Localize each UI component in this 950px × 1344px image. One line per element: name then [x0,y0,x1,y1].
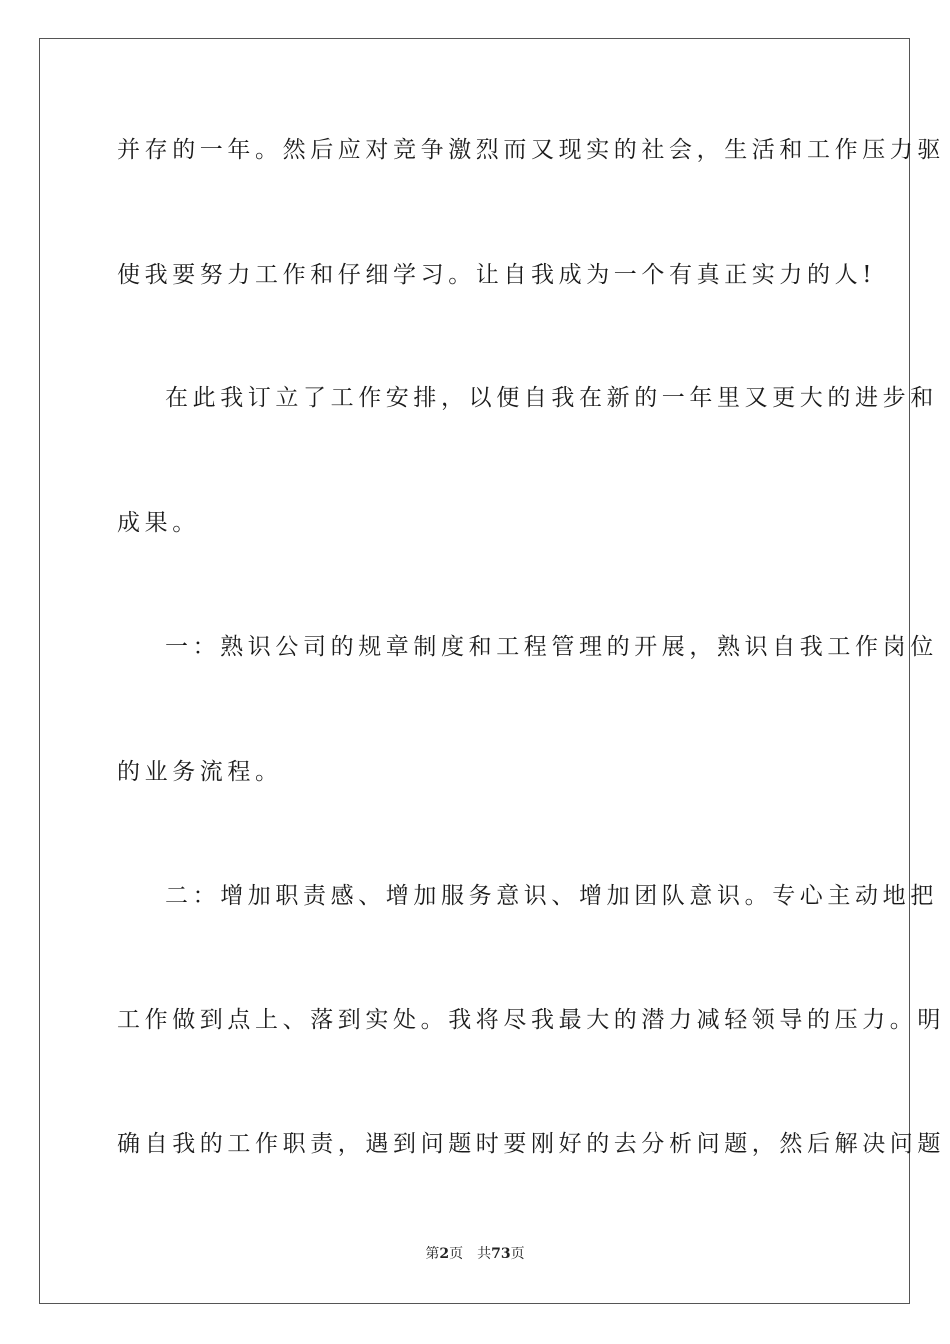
body-line-8: 工作做到点上、落到实处。我将尽我最大的潜力减轻领导的压力。明 [117,1007,945,1033]
page-suffix: 页 [449,1246,464,1262]
body-line-9: 确自我的工作职责，遇到问题时要刚好的去分析问题，然后解决问题 [117,1131,945,1157]
body-line-7: 二：增加职责感、增加服务意识、增加团队意识。专心主动地把 [165,883,938,909]
body-line-2: 使我要努力工作和仔细学习。让自我成为一个有真正实力的人! [117,262,877,288]
page-number: 2 [439,1246,450,1262]
body-line-3: 在此我订立了工作安排，以便自我在新的一年里又更大的进步和 [165,385,938,411]
body-line-5: 一：熟识公司的规章制度和工程管理的开展，熟识自我工作岗位 [165,634,938,660]
total-pages: 73 [491,1246,511,1262]
body-line-1: 并存的一年。然后应对竞争激烈而又现实的社会，生活和工作压力驱 [117,137,945,163]
page-border [39,38,945,1304]
page-prefix: 第 [425,1246,440,1262]
total-suffix: 页 [510,1246,525,1262]
body-line-6: 的业务流程。 [117,759,283,785]
total-prefix: 共 [477,1246,492,1262]
page-footer [0,1244,950,1264]
body-line-4: 成果。 [117,510,200,536]
